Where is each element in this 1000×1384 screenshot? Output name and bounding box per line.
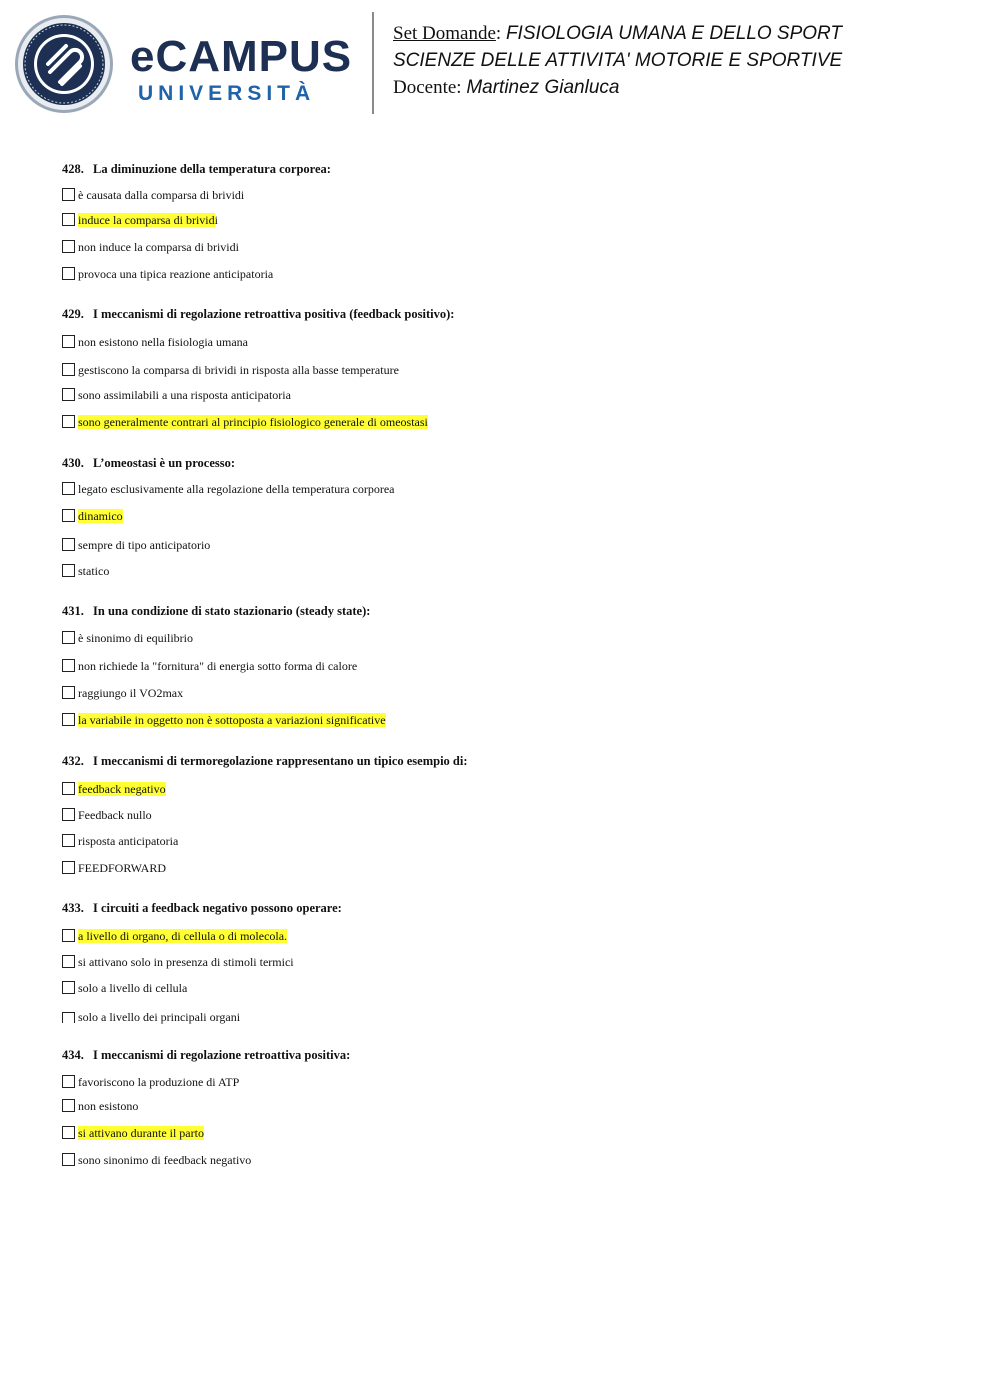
checkbox[interactable] bbox=[62, 834, 75, 847]
question-title: 430. L’omeostasi è un processo: bbox=[62, 456, 236, 470]
answer-option[interactable]: Feedback nullo bbox=[62, 807, 152, 823]
answer-option[interactable]: provoca una tipica reazione anticipatoria bbox=[62, 266, 273, 282]
answer-option[interactable]: solo a livello dei principali organi bbox=[62, 1009, 240, 1025]
docente-label: Docente: bbox=[393, 77, 462, 98]
answer-option[interactable]: non richiede la "fornitura" di energia sotto forma di calore bbox=[62, 658, 357, 674]
checkbox[interactable] bbox=[62, 1075, 75, 1088]
checkbox[interactable] bbox=[62, 388, 75, 401]
checkbox[interactable] bbox=[62, 929, 75, 942]
answer-option[interactable]: favoriscono la produzione di ATP bbox=[62, 1074, 239, 1090]
question-title: 429. I meccanismi di regolazione retroattiva positiva (feedback positivo): bbox=[62, 307, 455, 321]
answer-option-highlighted[interactable]: dinamico bbox=[62, 508, 123, 524]
checkbox[interactable] bbox=[62, 267, 75, 280]
answer-option[interactable]: è sinonimo di equilibrio bbox=[62, 630, 193, 646]
answer-option[interactable]: raggiungo il VO2max bbox=[62, 685, 183, 701]
checkbox[interactable] bbox=[62, 782, 75, 795]
answer-option[interactable]: risposta anticipatoria bbox=[62, 833, 178, 849]
question-title: 431. In una condizione di stato stazionario (steady state): bbox=[62, 604, 371, 618]
checkbox[interactable] bbox=[62, 482, 75, 495]
question-title: 433. I circuiti a feedback negativo possono operare: bbox=[62, 901, 342, 915]
set-domande-line: Set Domande: FISIOLOGIA UMANA E DELLO SPORT bbox=[393, 23, 843, 44]
checkbox[interactable] bbox=[62, 538, 75, 551]
set-value: FISIOLOGIA UMANA E DELLO SPORT bbox=[505, 23, 843, 44]
checkbox[interactable] bbox=[62, 808, 75, 821]
checkbox[interactable] bbox=[62, 335, 75, 348]
brand-name: eCAMPUS bbox=[130, 32, 353, 81]
checkbox[interactable] bbox=[62, 631, 75, 644]
question-title: 434. I meccanismi di regolazione retroattiva positiva: bbox=[62, 1048, 351, 1062]
answer-option[interactable]: sono sinonimo di feedback negativo bbox=[62, 1152, 251, 1168]
answer-option[interactable]: è causata dalla comparsa di brividi bbox=[62, 187, 244, 203]
checkbox[interactable] bbox=[62, 1126, 75, 1139]
answer-option-highlighted[interactable]: a livello di organo, di cellula o di molecola. bbox=[62, 928, 287, 944]
checkbox[interactable] bbox=[62, 1099, 75, 1112]
ecampus-wordmark bbox=[130, 34, 352, 106]
question-title: 428. La diminuzione della temperatura corporea: bbox=[62, 162, 331, 176]
docente-name: Martinez Gianluca bbox=[466, 77, 620, 98]
set-label: Set Domande bbox=[393, 23, 496, 44]
checkbox[interactable] bbox=[62, 1153, 75, 1166]
answer-option-highlighted[interactable]: la variabile in oggetto non è sottoposta a variazioni significative bbox=[62, 712, 386, 728]
answer-option[interactable]: sempre di tipo anticipatorio bbox=[62, 537, 210, 553]
answer-option[interactable]: statico bbox=[62, 563, 109, 579]
checkbox[interactable] bbox=[62, 686, 75, 699]
answer-option[interactable]: si attivano solo in presenza di stimoli termici bbox=[62, 954, 294, 970]
checkbox[interactable] bbox=[62, 509, 75, 522]
checkbox[interactable] bbox=[62, 861, 75, 874]
answer-option[interactable]: non esistono nella fisiologia umana bbox=[62, 334, 248, 350]
checkbox[interactable] bbox=[62, 981, 75, 994]
checkbox[interactable] bbox=[62, 564, 75, 577]
page-header bbox=[0, 0, 1000, 130]
header-divider bbox=[372, 12, 374, 114]
answer-option[interactable]: non esistono bbox=[62, 1098, 138, 1114]
answer-option[interactable]: sono assimilabili a una risposta anticipatoria bbox=[62, 387, 291, 403]
university-seal-logo bbox=[14, 14, 114, 114]
checkbox[interactable] bbox=[62, 240, 75, 253]
answer-option[interactable]: non induce la comparsa di brividi bbox=[62, 239, 239, 255]
brand-subtitle: UNIVERSITÀ bbox=[138, 82, 316, 105]
answer-option-highlighted[interactable]: induce la comparsa di brividi bbox=[62, 212, 218, 228]
course-name: SCIENZE DELLE ATTIVITA' MOTORIE E SPORTIVE bbox=[393, 50, 843, 71]
answer-option-highlighted[interactable]: si attivano durante il parto bbox=[62, 1125, 204, 1141]
checkbox[interactable] bbox=[62, 659, 75, 672]
checkbox[interactable] bbox=[62, 1012, 75, 1023]
answer-option[interactable]: FEEDFORWARD bbox=[62, 860, 166, 876]
answer-option[interactable]: legato esclusivamente alla regolazione della temperatura corporea bbox=[62, 481, 395, 497]
answer-option[interactable]: solo a livello di cellula bbox=[62, 980, 187, 996]
answer-option-highlighted[interactable]: feedback negativo bbox=[62, 781, 166, 797]
checkbox[interactable] bbox=[62, 188, 75, 201]
course-line bbox=[393, 47, 842, 74]
header-info bbox=[393, 20, 842, 101]
question-title: 432. I meccanismi di termoregolazione rappresentano un tipico esempio di: bbox=[62, 754, 468, 768]
checkbox[interactable] bbox=[62, 363, 75, 376]
docente-line bbox=[393, 74, 842, 101]
answer-option[interactable]: gestiscono la comparsa di brividi in risposta alla basse temperature bbox=[62, 362, 399, 378]
checkbox[interactable] bbox=[62, 213, 75, 226]
checkbox[interactable] bbox=[62, 955, 75, 968]
checkbox[interactable] bbox=[62, 415, 75, 428]
checkbox[interactable] bbox=[62, 713, 75, 726]
answer-option-highlighted[interactable]: sono generalmente contrari al principio fisiologico generale di omeostasi bbox=[62, 414, 428, 430]
